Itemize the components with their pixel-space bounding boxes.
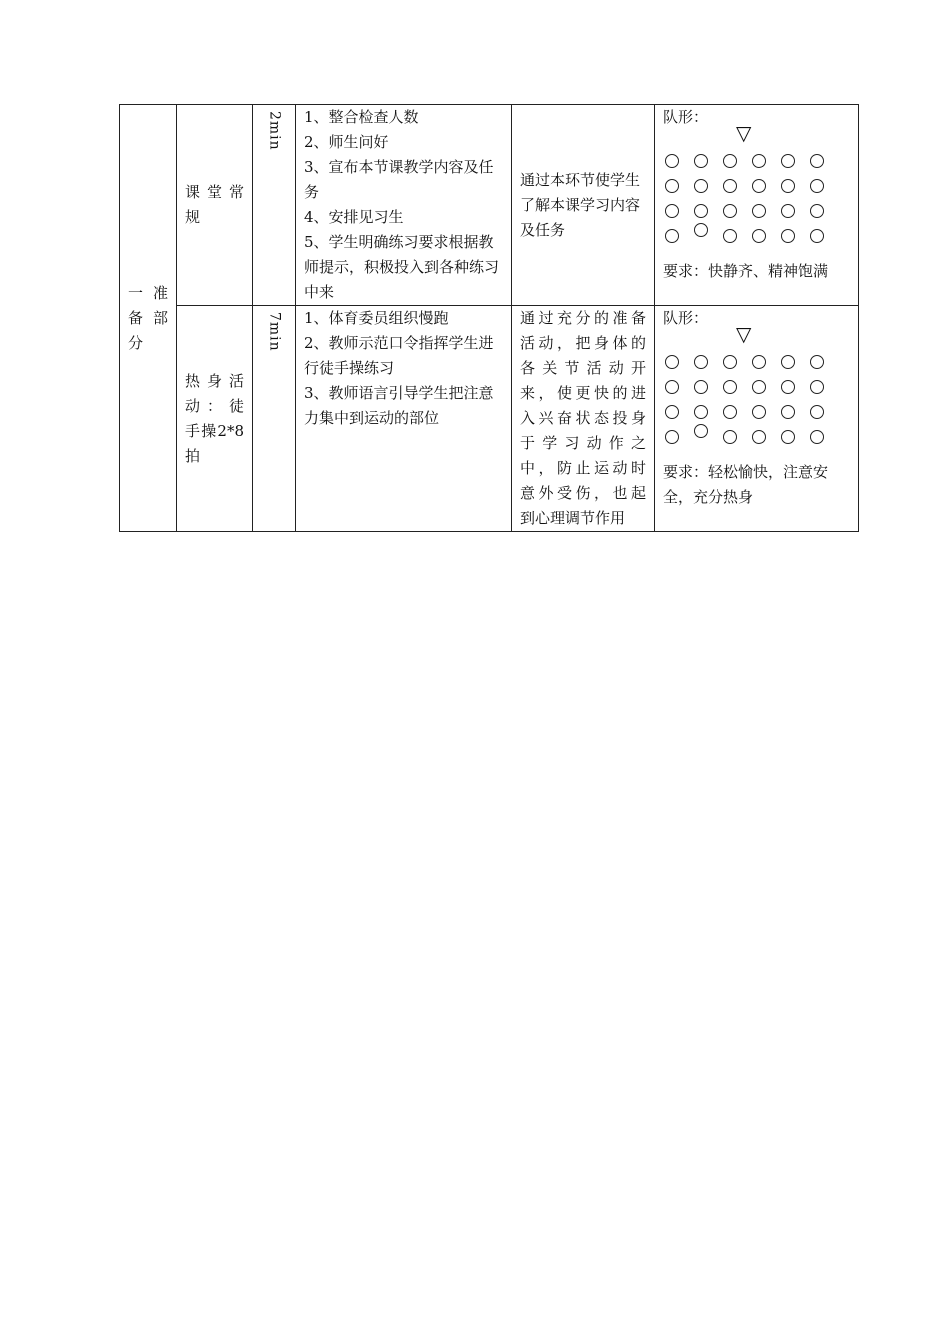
student-circle-icon xyxy=(694,223,708,237)
student-circle-icon xyxy=(752,154,766,168)
formation-label: 队形： xyxy=(663,309,709,327)
requirement-text: 要求：轻松愉快，注意安全，充分热身 xyxy=(663,463,829,506)
activity-name: 热身活动：徒手操2*8拍 xyxy=(185,371,244,465)
student-circle-icon xyxy=(810,405,824,419)
student-circle-icon xyxy=(752,380,766,394)
purpose-line: 中，防止运动时 xyxy=(520,459,646,477)
student-circle-icon xyxy=(665,355,679,369)
student-circle-icon xyxy=(752,430,766,444)
student-circle-icon xyxy=(810,204,824,218)
student-circle-icon xyxy=(810,355,824,369)
formation-diagram xyxy=(663,306,850,506)
teacher-triangle-icon: ▽ xyxy=(736,121,752,145)
purpose-cell xyxy=(512,105,655,306)
student-circle-icon xyxy=(781,229,795,243)
student-circle-icon xyxy=(752,179,766,193)
student-circle-icon xyxy=(810,179,824,193)
activity-name-cell xyxy=(177,306,253,532)
student-circle-icon xyxy=(694,204,708,218)
content-cell xyxy=(296,306,512,532)
activity-time: 7min xyxy=(266,312,283,352)
student-circle-icon xyxy=(694,424,708,438)
student-circle-icon xyxy=(752,355,766,369)
content-item: 2、教师示范口令指挥学生进行徒手操练习 xyxy=(304,334,494,377)
activity-time: 2min xyxy=(266,111,283,151)
organization-cell xyxy=(655,306,859,532)
student-circle-icon xyxy=(810,430,824,444)
section-cell xyxy=(120,105,177,532)
purpose-line: 到心理调节作用 xyxy=(520,509,626,527)
student-circle-icon xyxy=(723,154,737,168)
purpose-line: 活动，把身体的 xyxy=(520,334,646,352)
requirement-text: 要求：快静齐、精神饱满 xyxy=(663,262,829,280)
student-circle-icon xyxy=(810,229,824,243)
student-circle-icon xyxy=(752,405,766,419)
formation-label: 队形： xyxy=(663,108,709,126)
purpose-line: 入兴奋状态投身 xyxy=(520,409,646,427)
student-circle-icon xyxy=(694,179,708,193)
purpose-line: 于学习动作之 xyxy=(520,434,646,452)
student-circle-icon xyxy=(665,154,679,168)
student-circle-icon xyxy=(665,380,679,394)
purpose-line: 通过充分的准备 xyxy=(520,309,646,327)
organization-cell xyxy=(655,105,859,306)
student-circle-icon xyxy=(781,154,795,168)
content-item: 3、教师语言引导学生把注意力集中到运动的部位 xyxy=(304,384,494,427)
content-cell xyxy=(296,105,512,306)
student-circle-icon xyxy=(723,179,737,193)
student-circle-icon xyxy=(781,380,795,394)
student-circle-icon xyxy=(665,204,679,218)
student-circle-icon xyxy=(723,355,737,369)
student-circle-icon xyxy=(723,229,737,243)
student-circle-icon xyxy=(752,229,766,243)
activity-name-cell xyxy=(177,105,253,306)
student-circle-icon xyxy=(810,154,824,168)
student-circle-icon xyxy=(752,204,766,218)
student-circle-icon xyxy=(781,355,795,369)
lesson-plan-table xyxy=(119,104,859,532)
student-circle-icon xyxy=(665,430,679,444)
section-label: 一准备部分 xyxy=(128,283,168,352)
student-circle-icon xyxy=(694,355,708,369)
content-item: 1、体育委员组织慢跑 xyxy=(304,309,449,327)
student-circle-icon xyxy=(723,204,737,218)
teacher-triangle-icon: ▽ xyxy=(736,322,752,346)
student-circle-icon xyxy=(665,229,679,243)
student-circle-icon xyxy=(665,405,679,419)
student-circle-icon xyxy=(665,179,679,193)
content-item: 2、师生问好 xyxy=(304,133,389,151)
time-cell xyxy=(253,306,296,532)
student-circle-icon xyxy=(781,179,795,193)
student-circle-icon xyxy=(810,380,824,394)
activity-name: 课堂常规 xyxy=(185,183,244,226)
student-circle-icon xyxy=(723,380,737,394)
content-item: 4、安排见习生 xyxy=(304,208,404,226)
content-item: 3、宣布本节课教学内容及任务 xyxy=(304,158,494,201)
student-circle-icon xyxy=(781,405,795,419)
purpose-text: 通过本环节使学生了解本课学习内容及任务 xyxy=(520,170,641,239)
purpose-line: 各关节活动开 xyxy=(520,359,646,377)
student-circle-icon xyxy=(723,405,737,419)
student-circle-icon xyxy=(723,430,737,444)
student-circle-icon xyxy=(781,204,795,218)
time-cell xyxy=(253,105,296,306)
purpose-line: 意外受伤，也起 xyxy=(520,484,646,502)
purpose-line: 来，使更快的进 xyxy=(520,384,646,402)
student-circle-icon xyxy=(694,405,708,419)
formation-diagram xyxy=(663,105,850,280)
student-circle-icon xyxy=(694,154,708,168)
content-item: 1、整合检查人数 xyxy=(304,108,419,126)
content-item: 5、学生明确练习要求根据教师提示，积极投入到各种练习中来 xyxy=(304,233,500,301)
student-circle-icon xyxy=(694,380,708,394)
student-circle-icon xyxy=(781,430,795,444)
purpose-cell xyxy=(512,306,655,532)
